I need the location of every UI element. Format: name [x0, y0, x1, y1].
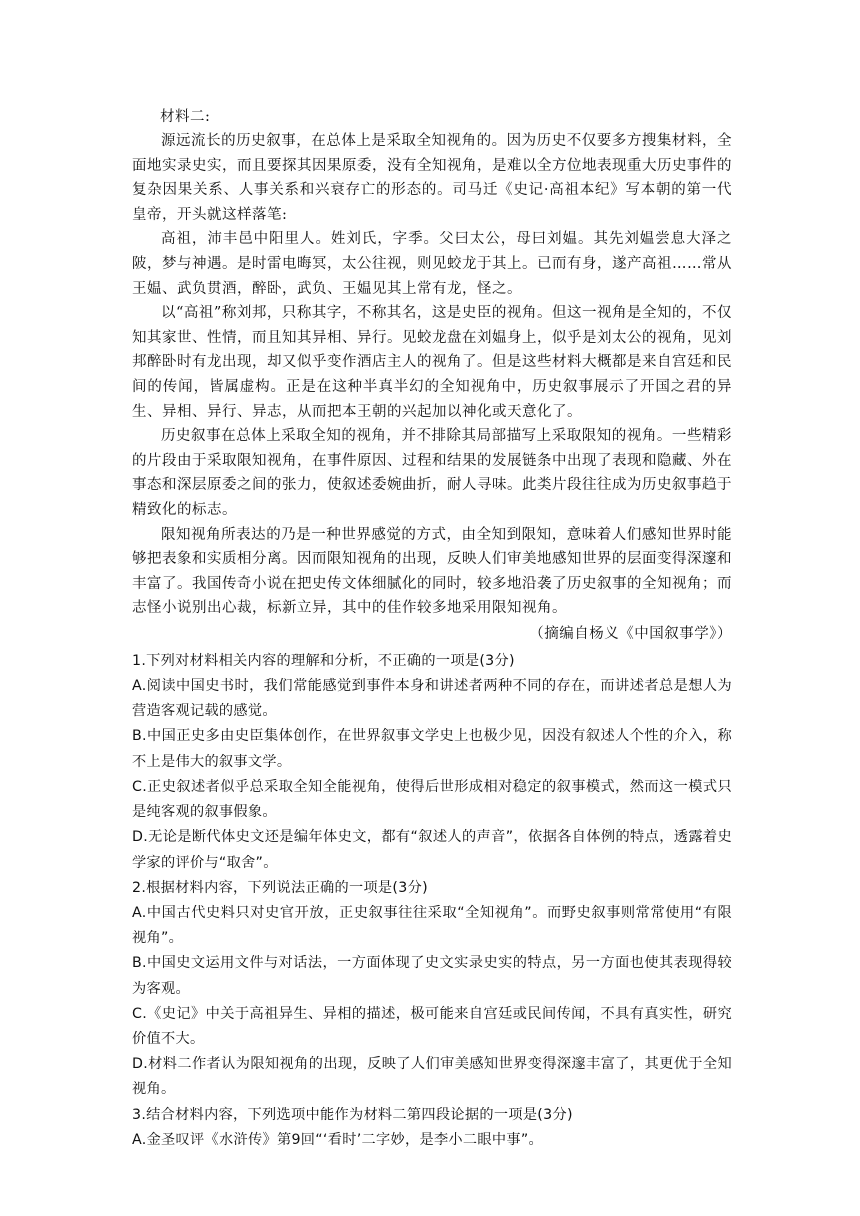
option-a: A.中国古代史料只对史官开放，正史叙事往往采取“全知视角”。而野史叙事则常常使用“有限视角”。	[132, 904, 732, 947]
option-a: A.金圣叹评《水浒传》第9回“‘看时’二字妙，是李小二眼中事”。	[132, 1131, 544, 1148]
question-3	[132, 1103, 732, 1153]
document-content	[132, 105, 732, 1153]
paragraph-5: 限知视角所表达的乃是一种世界感觉的方式，由全知到限知，意味着人们感知世界时能够把表象和实质相分离。因而限知视角的出现，反映人们审美地感知世界的层面变得深邃和丰富了。我国传奇小说在把史传文体细腻化的同时，较多地沿袭了历史叙事的全知视角；而志怪小说别出心裁，标新立异，其中的佳作较多地采用限知视角。	[132, 526, 732, 617]
option-b: B.中国史文运用文件与对话法，一方面体现了史文实录史实的特点，另一方面也使其表现得较为客观。	[132, 955, 732, 997]
option-c: C.《史记》中关于高祖异生、异相的描述，极可能来自宫廷或民间传闻，不具有真实性，研究价值不大。	[132, 1005, 732, 1047]
paragraph-1: 源远流长的历史叙事，在总体上是采取全知视角的。因为历史不仅要多方搜集材料，全面地实录史实，而且要探其因果原委，没有全知视角，是难以全方位地表现重大历史事件的复杂因果关系、人事关系和兴衰存亡的形态的。司马迁《史记·高祖本纪》写本朝的第一代皇帝，开头就这样落笔:	[132, 133, 732, 223]
option-c: C.正史叙述者似乎总采取全知全能视角，使得后世形成相对稳定的叙事模式，然而这一模式只是纯客观的叙事假象。	[132, 778, 732, 821]
question-stem: 2.根据材料内容，下列说法正确的一项是(3分)	[132, 879, 428, 896]
quoted-passage: 高祖，沛丰邑中阳里人。姓刘氏，字季。父曰太公，母曰刘媪。其先刘媪尝息大泽之陂，梦与神遇。是时雷电晦冥，太公往视，则见蛟龙于其上。已而有身，遂产高祖……常从王媪、武负贯酒，醉卧，武负、王媪见其上常有龙，怪之。	[132, 231, 732, 297]
option-a: A.阅读中国史书时，我们常能感觉到事件本身和讲述者两种不同的存在，而讲述者总是想人为营造客观记载的感觉。	[132, 678, 732, 720]
paragraph-3: 以“高祖”称刘邦，只称其字，不称其名，这是史臣的视角。但这一视角是全知的，不仅知其家世、性情，而且知其异相、异行。见蛟龙盘在刘媪身上，似乎是刘太公的视角，见刘邦醉卧时有龙出现，却又似乎变作酒店主人的视角了。但是这些材料大概都是来自宫廷和民间的传闻，皆属虚构。正是在这种半真半幻的全知视角中，历史叙事展示了开国之君的异生、异相、异行、异志，从而把本王朝的兴起加以神化或天意化了。	[132, 305, 732, 420]
question-stem: 1.下列对材料相关内容的理解和分析，不正确的一项是(3分)	[132, 652, 515, 669]
question-2	[132, 876, 732, 1103]
source-citation: （摘编自杨义《中国叙事学》）	[529, 625, 732, 642]
option-d: D.材料二作者认为限知视角的出现，反映了人们审美感知世界变得深邃丰富了，其更优于全知视角。	[132, 1056, 732, 1098]
question-stem: 3.结合材料内容，下列选项中能作为材料二第四段论据的一项是(3分)	[132, 1106, 573, 1123]
option-d: D.无论是断代体史文还是编年体史文，都有“叙述人的声音”，依据各自体例的特点，透露着史学家的评价与“取舍”。	[132, 829, 732, 871]
paragraph-4: 历史叙事在总体上采取全知的视角，并不排除其局部描写上采取限知的视角。一些精彩的片段由于采取限知视角，在事件原因、过程和结果的发展链条中出现了表现和隐藏、外在事态和深层原委之间的张力，使叙述委婉曲折，耐人寻味。此类片段往往成为历史叙事趋于精致化的标志。	[132, 428, 732, 518]
question-1	[132, 649, 732, 876]
option-b: B.中国正史多由史臣集体创作，在世界叙事文学史上也极少见，因没有叙述人个性的介入，称不上是伟大的叙事文学。	[132, 728, 732, 770]
question-list	[132, 649, 732, 1153]
material-title: 材料二:	[160, 109, 211, 125]
